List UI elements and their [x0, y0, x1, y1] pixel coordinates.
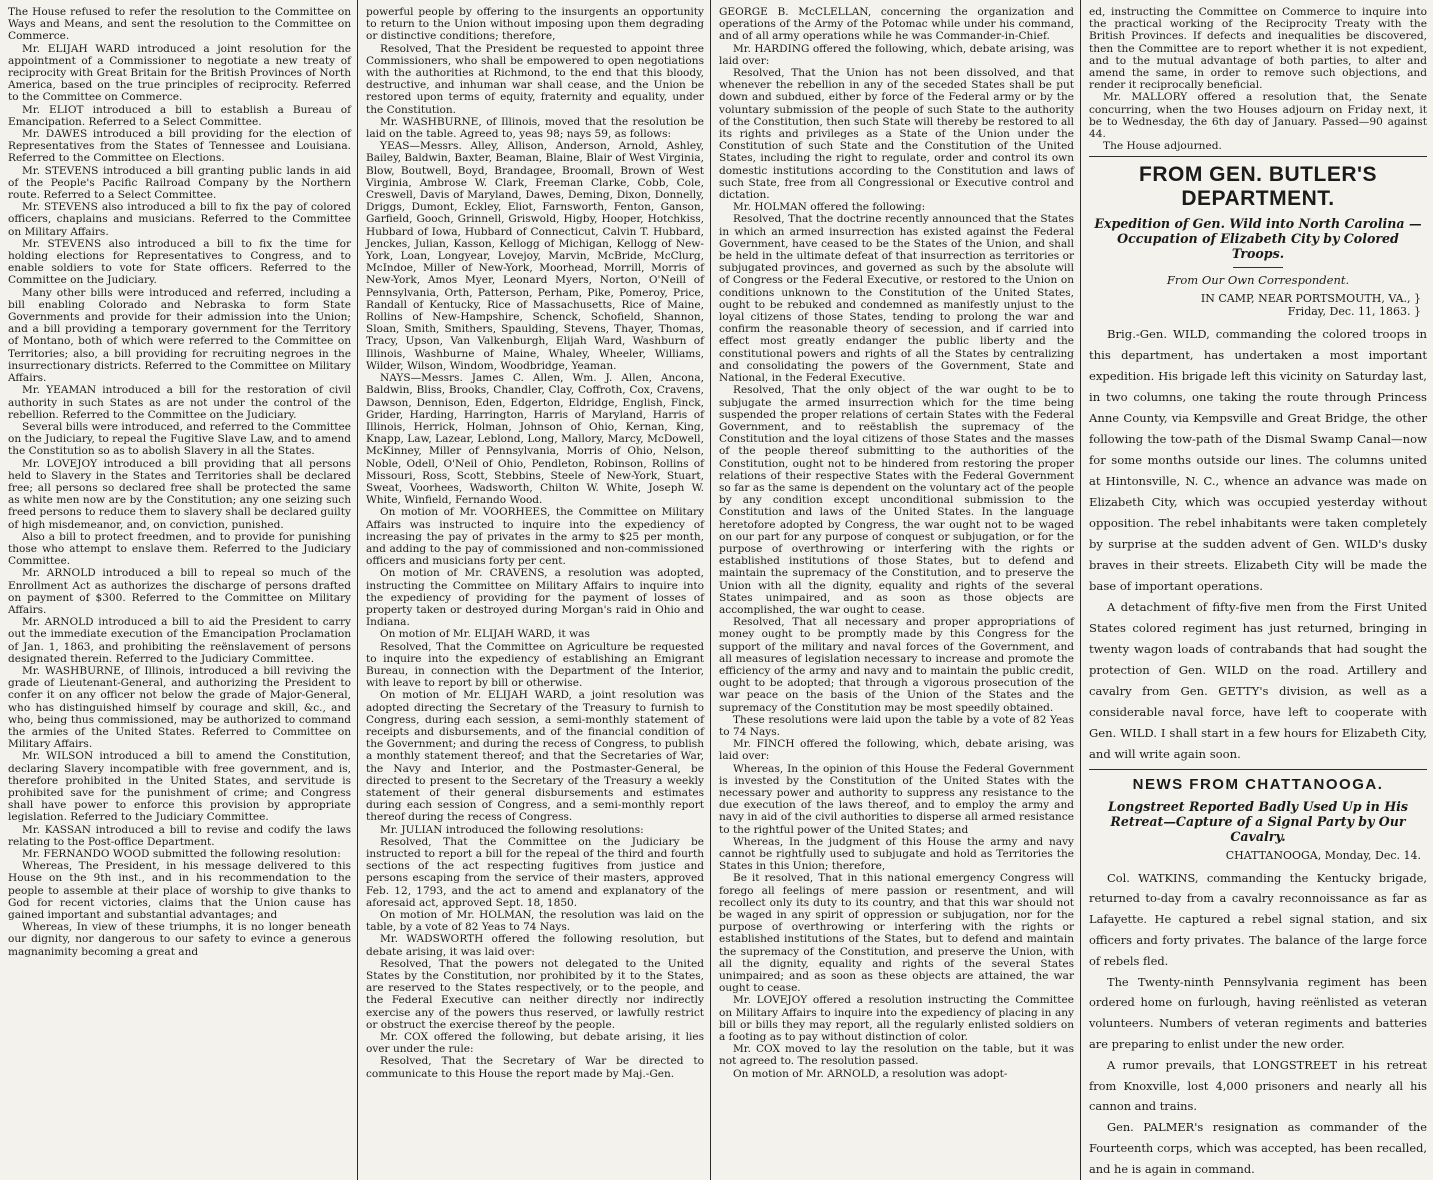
paragraph: Mr. DAWES introduced a bill providing for the election of Representatives from the States of Tennessee and Louisiana. Referred to the Committee on Elections.	[8, 128, 351, 165]
paragraph: Mr. YEAMAN introduced a bill for the restoration of civil authority in such States as are not under the control of the rebellion. Referred to the Committee on the Judiciary.	[8, 384, 351, 421]
paragraph: The House refused to refer the resolution to the Committee on Ways and Means, and sent the resolution to the Committee on Commerce.	[8, 6, 351, 43]
section-divider	[1089, 769, 1427, 770]
paragraph: On motion of Mr. VOORHEES, the Committee on Military Affairs was instructed to inquire into the expediency of increasing the pay of privates in the army to $25 per month, and adding to the pay of commissioned and non-commissioned officers and musicians forty per cent.	[366, 506, 704, 568]
paragraph: Mr. COX moved to lay the resolution on the table, but it was not agreed to. The resolution passed.	[719, 1043, 1074, 1068]
column-3	[710, 0, 1080, 1180]
paragraph: Mr. ARNOLD introduced a bill to aid the President to carry out the immediate execution of the Emancipation Proclamation of Jan. 1, 1863, and prohibiting the reënslavement of persons designated therein. Referred to the Judiciary Committee.	[8, 616, 351, 665]
paragraph: Mr. HARDING offered the following, which, debate arising, was laid over:	[719, 42, 1074, 67]
paragraph: The Twenty-ninth Pennsylvania regiment has been ordered home on furlough, having reënlisted as veteran volunteers. Numbers of veteran regiments and batteries are preparing to enlist under the new order.	[1089, 974, 1427, 1052]
paragraph: Whereas, In the judgment of this House the army and navy cannot be rightfully used to subjugate and hold as Territories the States in this Union; therefore,	[719, 835, 1074, 873]
dateline-date: Friday, Dec. 11, 1863. }	[1287, 304, 1421, 318]
dateline-place: IN CAMP, NEAR PORTSMOUTH, VA., }	[1200, 291, 1421, 305]
paragraph: Several bills were introduced, and referred to the Committee on the Judiciary, to repeal the Fugitive Slave Law, and to amend the Constitution so as to abolish Slavery in all the States.	[8, 420, 351, 458]
paragraph: Resolved, That the President be requested to appoint three Commissioners, who shall be empowered to open negotiations with the authorities at Richmond, to the end that this bloody, destructive, and inhuman war shall cease, and the Union be restored upon terms of equity, fraternity and equality, under the Constitution.	[366, 42, 704, 116]
headline-chattanooga: NEWS FROM CHATTANOOGA.	[1132, 775, 1384, 793]
paragraph: Brig.-Gen. WILD, commanding the colored troops in this department, has undertaken a most important expedition. His brigade left this vicinity on Saturday last, in two columns, one taking the route through Princess Anne County, via Kempsville and Great Bridge, the other following the tow-path of the Dismal Swamp Canal—now for some months outside our lines. The columns united at Hintonsville, N. C., whence an advance was made on Elizabeth City, which was occupied yesterday without opposition. The rebel inhabitants were taken completely by surprise at the sudden advent of Gen. WILD's dusky braves in their streets. Elizabeth City will be made the base of important operations.	[1089, 326, 1427, 593]
paragraph: Mr. WASHBURNE, of Illinois, introduced a bill reviving the grade of Lieutenant-General, and authorizing the President to confer it on any officer not below the grade of Major-General, who has distinguished himself by courage and skill, &c., and who, being thus commissioned, may be authorized to command the armies of the United States. Referred to Committee on Military Affairs.	[8, 664, 351, 751]
paragraph: Mr. WADSWORTH offered the following resolution, but debate arising, it was laid over:	[366, 933, 704, 958]
paragraph: A detachment of fifty-five men from the First United States colored regiment has just returned, bringing in twenty wagon loads of contrabands that had sought the protection of Gen. WILD on the road. Artillery and cavalry from Gen. GETTY's division, as well as a considerable naval force, have left to cooperate with Gen. WILD. I shall start in a few hours for Elizabeth City, and will write again soon.	[1089, 599, 1427, 761]
story-butler	[1089, 324, 1427, 765]
paragraph: Col. WATKINS, commanding the Kentucky brigade, returned to-day from a cavalry reconnoissance as far as Lafayette. He captured a rebel signal station, and six officers and forty privates. The balance of the large force of rebels fled.	[1089, 870, 1427, 968]
paragraph: YEAS—Messrs. Alley, Allison, Anderson, Arnold, Ashley, Bailey, Baldwin, Baxter, Beaman, Blaine, Blair of West Virginia, Blow, Boutwell, Boyd, Brandagee, Broomall, Brown of West Virginia, Ambrose W. Clark, Freeman Clarke, Cobb, Cole, Creswell, Davis of Maryland, Dawes, Deming, Dixon, Donnelly, Driggs, Dumont, Eckley, Eliot, Farnsworth, Fenton, Ganson, Garfield, Gooch, Grinnell, Griswold, Higby, Hooper, Hotchkiss, Hubbard of Iowa, Hubbard of Connecticut, Calvin T. Hubbard, Jenckes, Julian, Kasson, Kellogg of Michigan, Kellogg of New-York, Loan, Longyear, Lovejoy, Marvin, McBride, McClurg, McIndoe, Miller of New-York, Moorhead, Morrill, Morris of New-York, Amos Myer, Leonard Myers, Norton, O'Neill of Pennsylvania, Orth, Patterson, Perham, Pike, Pomeroy, Price, Randall of Kentucky, Rice of Massachusetts, Rice of Maine, Rollins of New-Hampshire, Schenck, Schofield, Shannon, Sloan, Smith, Smithers, Spaulding, Stevens, Thayer, Thomas, Tracy, Upson, Van Valkenburgh, Elijah Ward, Washburn of Illinois, Washburne of Maine, Whaley, Wheeler, Williams, Wilder, Wilson, Windom, Woodbridge, Yeaman.	[366, 140, 704, 372]
column-2	[357, 0, 710, 1180]
paragraph: These resolutions were laid upon the table by a vote of 82 Yeas to 74 Nays.	[719, 713, 1074, 738]
paragraph: Mr. LOVEJOY introduced a bill providing that all persons held to Slavery in the States and Territories shall be declared free; all persons so declared free shall be protected the same as white men now are by the Constitution; any one seizing such freed persons to reduce them to slavery shall be declared guilty of high misdemeanor, and, on conviction, punished.	[8, 457, 351, 531]
correspondent-line: From Our Own Correspondent.	[1166, 273, 1350, 288]
paragraph: ed, instructing the Committee on Commerce to inquire into the practical working of the Reciprocity Treaty with the British Provinces. If defects and inequalities be discovered, then the Committee are to report whether it is not expedient, and to the mutual advantage of both parties, to alter and amend the same, in order to remove such objections, and render it reciprocally beneficial.	[1089, 6, 1427, 92]
paragraph: Mr. ARNOLD introduced a bill to repeal so much of the Enrollment Act as authorizes the discharge of persons drafted on payment of $300. Referred to the Committee on Military Affairs.	[8, 567, 351, 616]
paragraph: On motion of Mr. CRAVENS, a resolution was adopted, instructing the Committee on Military Affairs to inquire into the expediency of providing for the payment of losses of property taken or destroyed during Morgan's raid in Ohio and Indiana.	[366, 567, 704, 629]
dateline-chattanooga: CHATTANOOGA, Monday, Dec. 14.	[1225, 848, 1421, 862]
headline-butler: FROM GEN. BUTLER'S DEPARTMENT.	[1139, 163, 1377, 211]
paragraph: Mr. HOLMAN offered the following:	[733, 201, 926, 214]
subheadline-butler: Expedition of Gen. Wild into North Carolina —Occupation of Elizabeth City by Colored Troops.	[1094, 216, 1422, 262]
paragraph: Mr. STEVENS also introduced a bill to fix the pay of colored officers, chaplains and musicians. Referred to the Committee on Military Affairs.	[8, 201, 351, 238]
column-4	[1080, 0, 1433, 1180]
paragraph: On motion of Mr. ARNOLD, a resolution was adopt-	[733, 1067, 1008, 1080]
paragraph: Mr. ELIOT introduced a bill to establish a Bureau of Emancipation. Referred to a Select Committee.	[8, 103, 351, 128]
paragraph: Mr. STEVENS introduced a bill granting public lands in aid of the People's Pacific Railroad Company by the Northern route. Referred to a Select Committee.	[8, 164, 351, 202]
dateline	[1089, 292, 1421, 318]
paragraph: Mr. ELIJAH WARD introduced a joint resolution for the appointment of a Commissioner to negotiate a new treaty of reciprocity with Great Britain for the British Provinces of North America, based on the true principles of reciprocity. Referred to the Committee on Commerce.	[8, 42, 351, 104]
paragraph: A rumor prevails, that LONGSTREET in his retreat from Knoxville, lost 4,000 prisoners and nearly all his cannon and trains.	[1089, 1057, 1427, 1114]
paragraph: Resolved, That all necessary and proper appropriations of money ought to be promptly made by this Congress for the support of the military and naval forces of the Government, and all measures of legislation necessary to increase and promote the efficiency of the army and navy and to maintain the public credit, ought to be adopted; that through a vigorous prosecution of the war peace on the basis of the Union of the States and the supremacy of the Constitution may be most speedily obtained.	[719, 616, 1074, 714]
paragraph: Mr. WILSON introduced a bill to amend the Constitution, declaring Slavery incompatible with free government, and is, therefore prohibited in the United States, and servitude is prohibited save for the punishment of crime; and Congress shall have power to enforce this provision by appropriate legislation. Referred to the Judiciary Committee.	[8, 750, 351, 824]
paragraph: On motion of Mr. HOLMAN, the resolution was laid on the table, by a vote of 82 Yeas to 74 Nays.	[366, 909, 704, 934]
paragraph: Mr. LOVEJOY offered a resolution instructing the Committee on Military Affairs to inquire into the expediency of placing in any bill or bills they may report, all the regularly enlisted soldiers on a footing as to pay without distinction of color.	[719, 994, 1074, 1044]
paragraph: Whereas, The President, in his message delivered to this House on the 9th inst., and in his recommendation to the people to assemble at their place of worship to give thanks to God for recent victories, claims that the Union cause has gained important and substantial advantages; and	[8, 860, 351, 922]
paragraph: Whereas, In view of these triumphs, it is no longer beneath our dignity, nor dangerous to our safety to evince a generous magnanimity becoming a great and	[8, 921, 351, 958]
paragraph: Mr. MALLORY offered a resolution that, the Senate concurring, when the two Houses adjourn on Friday next, it be to Wednesday, the 6th day of January. Passed—90 against 44.	[1089, 91, 1427, 141]
section-divider	[1089, 156, 1427, 157]
paragraph: Mr. COX offered the following, but debate arising, it lies over under the rule:	[366, 1031, 704, 1056]
paragraph: Resolved, That the Committee on the Judiciary be instructed to report a bill for the repeal of the third and fourth sections of the act respecting fugitives from justice and persons escaping from the service of their masters, approved Feb. 12, 1793, and the act to amend and explanatory of the aforesaid act, approved Sept. 18, 1850.	[366, 835, 704, 909]
paragraph: Mr. FERNANDO WOOD submitted the following resolution:	[22, 848, 341, 861]
paragraph: Mr. JULIAN introduced the following resolutions:	[380, 823, 644, 836]
paragraph: The House adjourned.	[1103, 140, 1222, 153]
story-chattanooga	[1089, 868, 1427, 1180]
paragraph: Resolved, That the only object of the war ought to be to subjugate the armed insurrection which for the time being suspended the proper relations of certain States with the Federal Government, and to reëstablish the supremacy of the Constitution and the loyal citizens of those States and the masses of the people thereof submitting to the authorities of the Constitution, ought not to be hindered from restoring the proper relations of their respective States with the Federal Government so far as the same is dependent on the voluntary act of the people by any condition except unconditional submission to the Constitution and laws of the United States. In the language heretofore adopted by Congress, the war ought not to be waged on our part for any purpose of conquest or subjugation, or for the purpose of overthrowing or interfering with the rights or established institutions of those States, but to defend and maintain the supremacy of the Constitution, and to preserve the Union with all the dignity, equality and rights of the several States unimpaired, and as soon as those objects are accomplished, the war ought to cease.	[719, 384, 1074, 616]
paragraph: Resolved, That the Union has not been dissolved, and that whenever the rebellion in any of the seceded States shall be put down and subdued, either by force of the Federal army or by the voluntary submission of the people of such State to the authority of the Constitution, then such State will thereby be restored to all its rights and privileges as a State of the Union under the Constitution of such State and the Constitution of the United States, including the right to regulate, order and control its own domestic institutions according to the Constitution and laws of such State, free from all Congressional or Executive control and dictation.	[719, 67, 1074, 202]
paragraph: Mr. STEVENS also introduced a bill to fix the time for holding elections for Representatives to Congress, and to enable soldiers to vote for State officers. Referred to the Committee on the Judiciary.	[8, 237, 351, 287]
column-1	[0, 0, 357, 1180]
paragraph: On motion of Mr. ELIJAH WARD, it was	[380, 628, 590, 641]
paragraph: Resolved, That the powers not delegated to the United States by the Constitution, nor prohibited by it to the States, are reserved to the States respectively, or to the people, and the Federal Executive can neither directly nor indirectly exercise any of the powers thus reserved, or lawfully restrict or obstruct the exercise thereof by the people.	[366, 957, 704, 1031]
paragraph: Be it resolved, That in this national emergency Congress will forego all feelings of mere passion or resentment, and will recollect only its duty to its country, and that this war should not be waged in any spirit of oppression or subjugation, nor for the purpose of overthrowing or interfering with the rights or established institutions of the States, but to defend and maintain the supremacy of the Constitution, and preserve the Union, with all the dignity, equality and rights of the several States unimpaired; and as soon as these objects are attained, the war ought to cease.	[719, 872, 1074, 995]
paragraph: Gen. PALMER's resignation as commander of the Fourteenth corps, which was accepted, has been recalled, and he is again in command.	[1089, 1120, 1427, 1176]
paragraph: Resolved, That the Secretary of War be directed to communicate to this House the report made by Maj.-Gen.	[366, 1055, 704, 1080]
paragraph: powerful people by offering to the insurgents an opportunity to return to the Union without imposing upon them degrading or distinctive conditions; therefore,	[366, 6, 704, 43]
paragraph: Resolved, That the Committee on Agriculture be requested to inquire into the expediency of establishing an Emigrant Bureau, in connection with the Department of the Interior, with leave to report by bill or otherwise.	[366, 640, 704, 690]
paragraph: Whereas, In the opinion of this House the Federal Government is invested by the Constitution of the United States with the necessary power and authority to suppress any resistance to the due execution of the laws thereof, and to employ the army and navy in aid of the civil authorities to disperse all armed resistance to the rightful power of the United States; and	[719, 762, 1074, 836]
paragraph: Mr. KASSAN introduced a bill to revise and codify the laws relating to the Post-office Department.	[8, 823, 351, 848]
paragraph: Also a bill to protect freedmen, and to provide for punishing those who attempt to enslave them. Referred to the Judiciary Committee.	[8, 530, 351, 568]
paragraph: NAYS—Messrs. James C. Allen, Wm. J. Allen, Ancona, Baldwin, Bliss, Brooks, Chandler, Clay, Coffroth, Cox, Cravens, Dawson, Dennison, Eden, Edgerton, Eldridge, English, Finck, Grider, Harding, Harrington, Harris of Maryland, Harris of Illinois, Herrick, Holman, Johnson of Ohio, Kernan, King, Knapp, Law, Lazear, Leblond, Long, Mallory, Marcy, McDowell, McKinney, Miller of Pennsylvania, Morris of Ohio, Nelson, Noble, Odell, O'Neil of Ohio, Pendleton, Robinson, Rollins of Missouri, Ross, Scott, Stebbins, Steele of New-York, Stuart, Sweat, Voorhees, Wadsworth, Chilton W. White, Joseph W. White, Winfield, Fernando Wood.	[366, 372, 704, 507]
paragraph: On motion of Mr. ELIJAH WARD, a joint resolution was adopted directing the Secretary of the Treasury to furnish to Congress, during each session, a semi-monthly statement of receipts and disbursements, and of the financial condition of the Government; and during the recess of Congress, to publish a monthly statement thereof; and that the Secretaries of War, the Navy and Interior, and the Postmaster-General, be directed to present to the Secretary of the Treasury a weekly statement of their general disbursements and estimates during each session of Congress, and a semi-monthly report thereof during the recess of Congress.	[366, 689, 704, 824]
paragraph: Mr. WASHBURNE, of Illinois, moved that the resolution be laid on the table. Agreed to, yeas 98; nays 59, as follows:	[366, 115, 704, 141]
subheadline-chattanooga: Longstreet Reported Badly Used Up in His Retreat—Capture of a Signal Party by Our Cavalry.	[1108, 798, 1408, 844]
paragraph: Resolved, That the doctrine recently announced that the States in which an armed insurrection has existed against the Federal Government, have ceased to be the States of the Union, and shall be held in the ultimate defeat of that insurrection as territories or subjugated provinces, and governed as such by the absolute will of Congress or the Federal Executive, or restored to the Union on conditions unknown to the Constitution of the United States, ought to be rebuked and condemned as manifestly unjust to the loyal citizens of those States, tending to prolong the war and confirm the reasonable theory of secession, and if carried into effect most greatly endanger the public liberty and the constitutional powers and rights of all the States by centralizing and consolidating the powers of the Government, State and National, in the Federal Executive.	[719, 213, 1074, 385]
paragraph: Many other bills were introduced and referred, including a bill enabling Colorado and Nebraska to form State Governments and provide for their admission into the Union; and a bill providing a temporary government for the Territory of Montano, both of which were referred to the Committee on Territories; also, a bill providing for recruiting negroes in the insurrectionary districts. Referred to the Committee on Military Affairs.	[8, 286, 351, 385]
paragraph: Mr. FINCH offered the following, which, debate arising, was laid over:	[719, 738, 1074, 763]
paragraph: GEORGE B. McCLELLAN, concerning the organization and operations of the Army of the Potomac while under his command, and of all army operations while he was Commander-in-Chief.	[719, 6, 1074, 43]
short-divider	[1233, 267, 1283, 268]
